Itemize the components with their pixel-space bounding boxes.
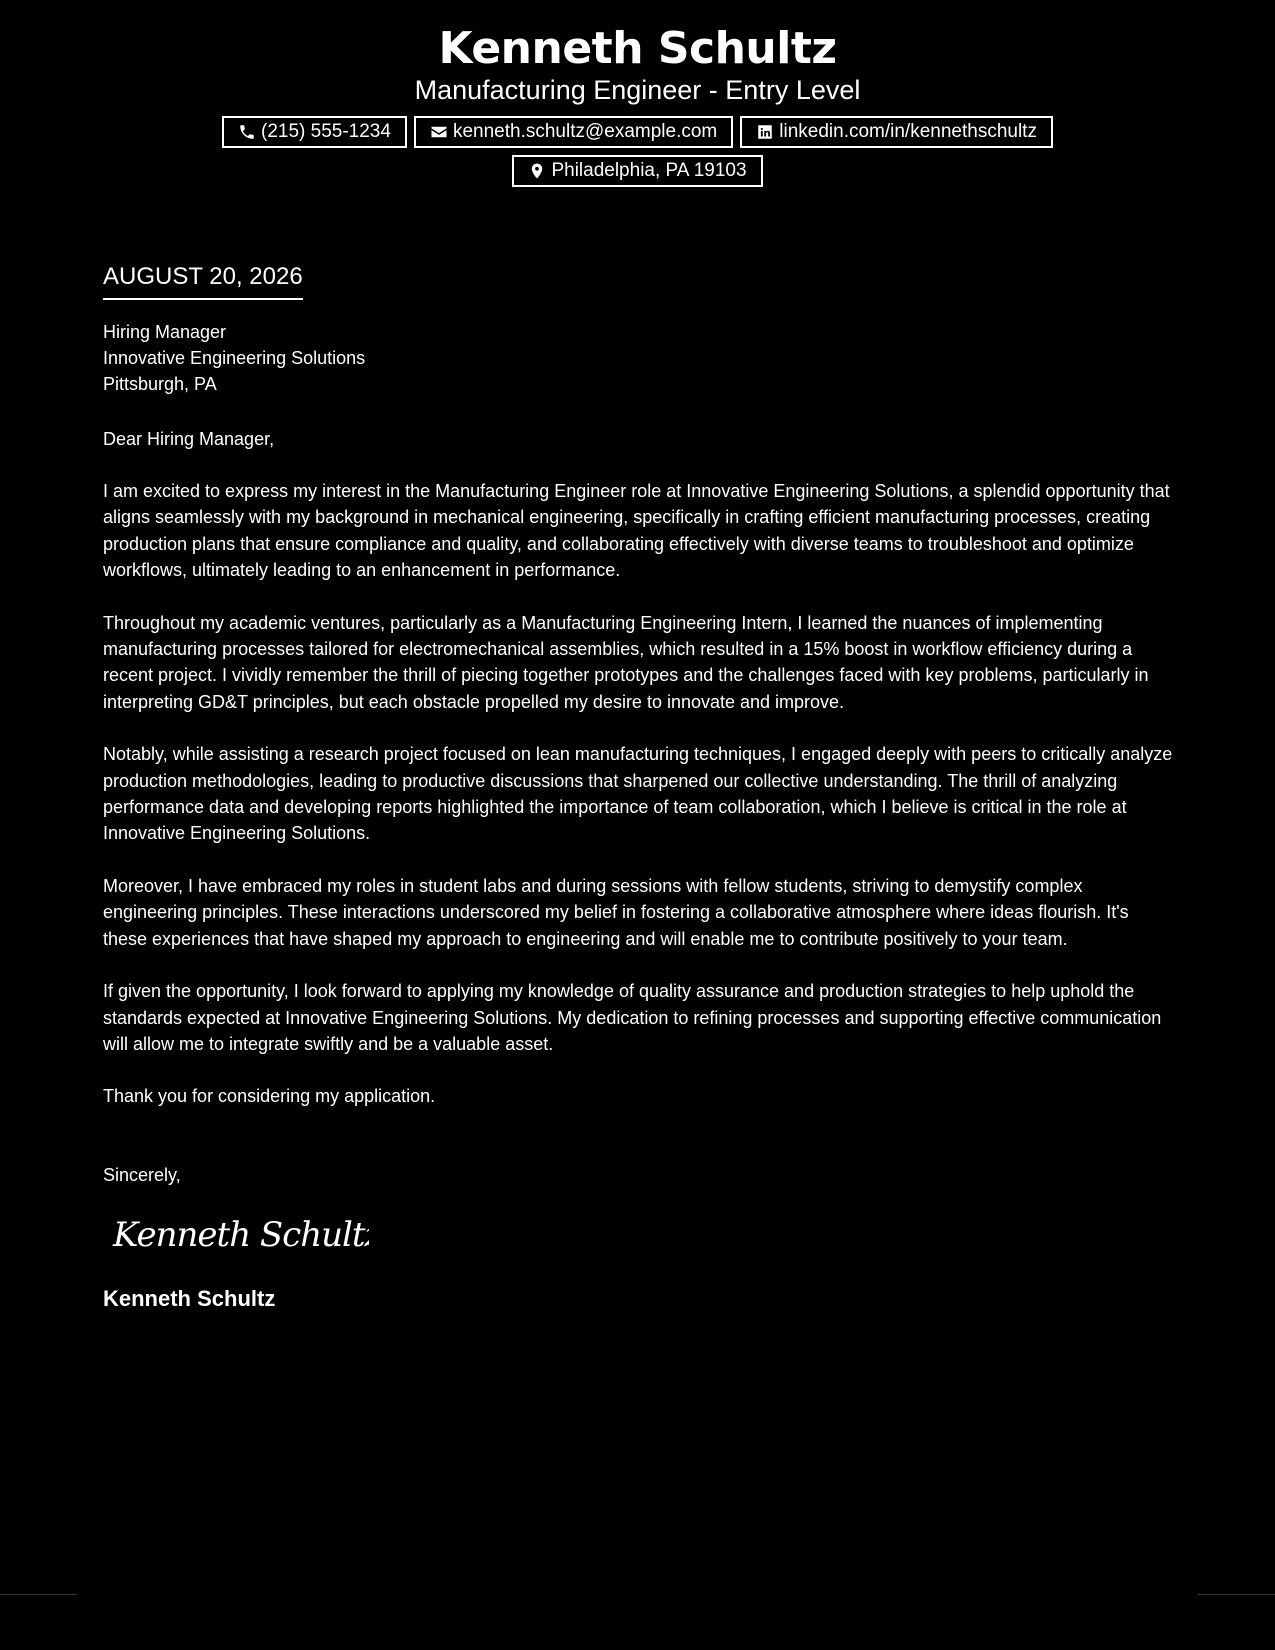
body-paragraph: If given the opportunity, I look forward to applying my knowledge of quality assurance and production strategies to help uphold the standards expected at Innovative Engineering Solutions. My dedication to refining processes and supporting effective communication will allow me to integrate swiftly and be a valuable asset. <box>103 981 1162 1054</box>
footer-divider-left <box>0 1594 77 1595</box>
closing: Sincerely, <box>103 1164 181 1185</box>
body-paragraph: I am excited to express my interest in the Manufacturing Engineer role at Innovative Engineering Solutions, a splendid opportunity that aligns seamlessly with my background in mechanical engineering, specifically in crafting efficient manufacturing processes, creating production plans that ensure compliance and quality, and collaborating effectively with diverse teams to troubleshoot and optimize workflows, ultimately leading to an enhancement in performance. <box>103 481 1170 581</box>
email-text: kenneth.schultz@example.com <box>452 121 718 142</box>
recipient-name: Hiring Manager <box>103 322 227 342</box>
phone-text: (215) 555-1234 <box>261 121 391 142</box>
body-paragraph: Throughout my academic ventures, particularly as a Manufacturing Engineering Intern, I learned the nuances of implementing manufacturing processes tailored for electromechanical assemblies, which resulted in a 15% boost in workflow efficiency during a recent project. I vividly remember the thrill of piecing together prototypes and the challenges faced with key problems, particularly in interpreting GD&T principles, but each obstacle propelled my desire to innovate and improve. <box>103 612 1149 712</box>
letter-date: AUGUST 20, 2026 <box>103 262 303 300</box>
contact-email[interactable] <box>414 116 733 148</box>
contact-phone[interactable] <box>222 116 407 148</box>
linkedin-text: linkedin.com/in/kennethschultz <box>779 121 1037 142</box>
body-paragraph: Moreover, I have embraced my roles in student labs and during sessions with fellow students, striving to demystify complex engineering principles. These interactions underscored my belief in fostering a collaborative atmosphere where ideas flourish. It's these experiences that have shaped my approach to engineering and will enable me to contribute positively to your team. <box>103 875 1129 949</box>
applicant-title: Manufacturing Engineer - Entry Level <box>414 75 861 105</box>
phone-icon <box>238 123 256 141</box>
letter-body <box>103 262 1175 1313</box>
contact-list <box>188 116 1088 187</box>
signature-image <box>109 1210 369 1258</box>
letter-header <box>0 0 1275 187</box>
body-paragraph: Thank you for considering my application. <box>103 1086 436 1107</box>
applicant-name: Kenneth Schultz <box>438 23 837 74</box>
footer-divider-right <box>1198 1594 1275 1595</box>
recipient-block <box>103 319 1175 397</box>
location-text: Philadelphia, PA 19103 <box>551 160 747 181</box>
contact-location[interactable] <box>512 155 762 187</box>
contact-linkedin[interactable] <box>740 116 1053 148</box>
signer-name: Kenneth Schultz <box>103 1285 276 1311</box>
recipient-location: Pittsburgh, PA <box>103 374 217 394</box>
handwritten-signature <box>109 1210 1175 1263</box>
recipient-company: Innovative Engineering Solutions <box>103 348 366 368</box>
map-pin-icon <box>528 162 546 180</box>
salutation: Dear Hiring Manager, <box>103 429 275 449</box>
envelope-icon <box>430 123 448 141</box>
linkedin-icon <box>756 123 774 141</box>
signature-glyphs: Kenneth Schultz <box>113 1214 369 1255</box>
body-paragraph: Notably, while assisting a research project focused on lean manufacturing techniques, I engaged deeply with peers to critically analyze production methodologies, leading to productive discussions that sharpened our collective understanding. The thrill of analyzing performance data and developing reports highlighted the importance of team collaboration, which I believe is critical in the role at Innovative Engineering Solutions. <box>103 744 1173 844</box>
